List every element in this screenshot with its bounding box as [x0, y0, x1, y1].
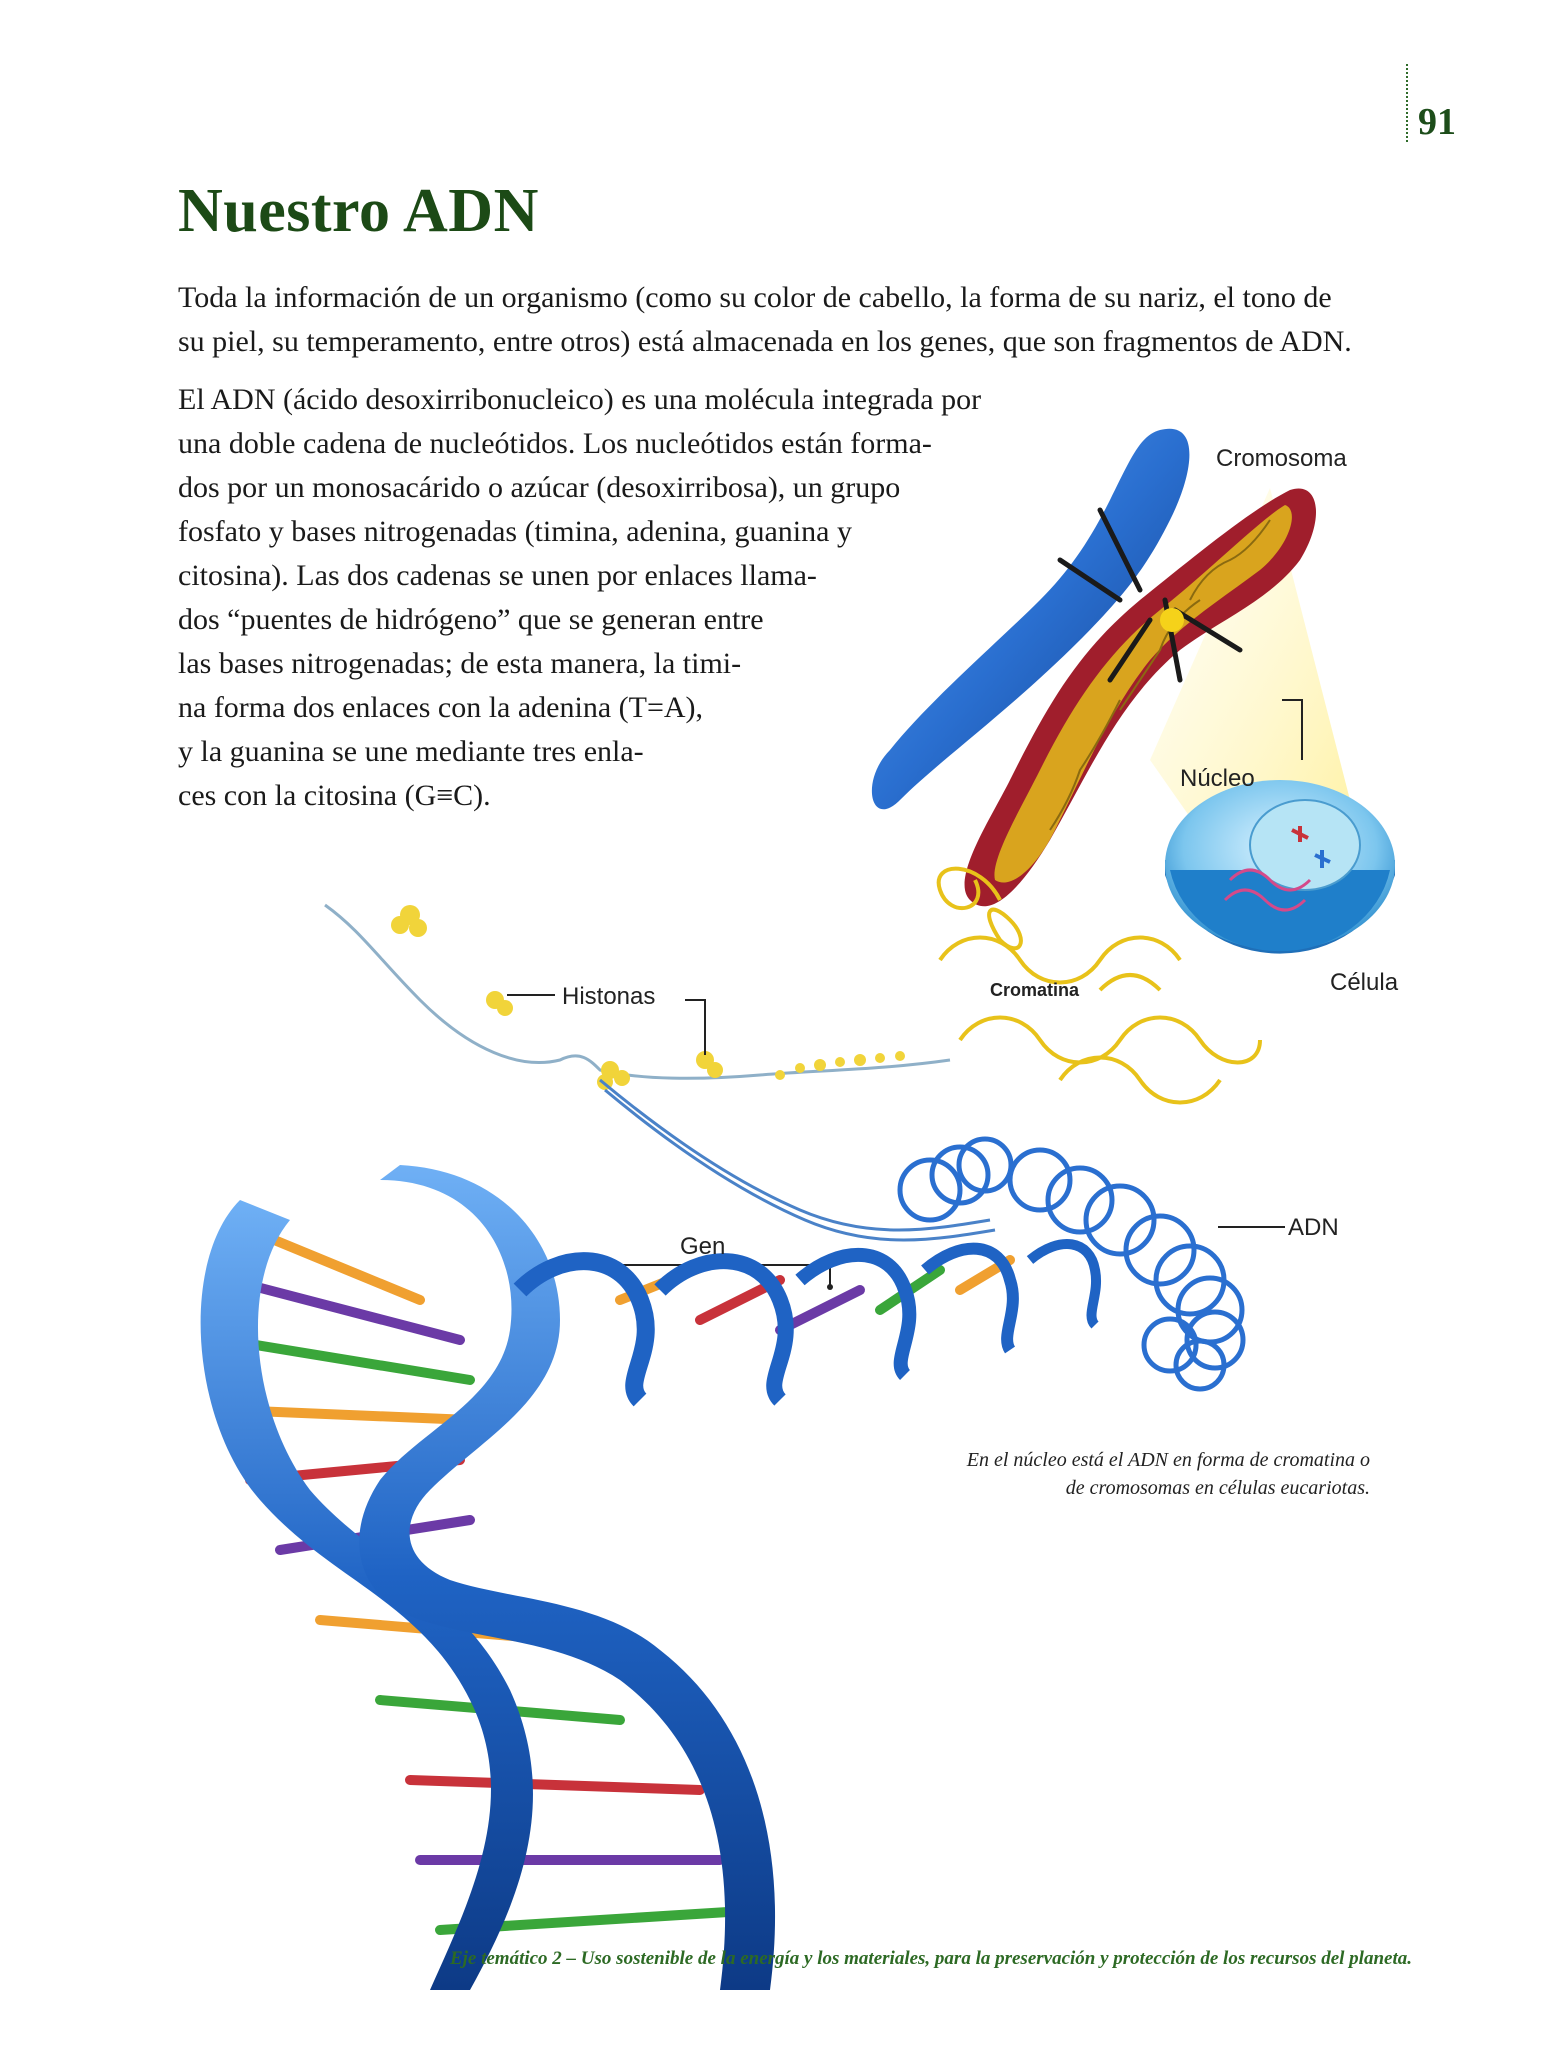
body-line: una doble cadena de nucleótidos. Los nucleótidos están forma- — [178, 427, 932, 460]
label-cromosoma: Cromosoma — [1216, 445, 1347, 472]
body-line: y la guanina se une mediante tres enla- — [178, 735, 644, 768]
label-gen: Gen — [680, 1233, 726, 1260]
body-line: na forma dos enlaces con la adenina (T=A), — [178, 691, 704, 724]
intro-line: su piel, su temperamento, entre otros) está almacenada en los genes, que son fragmentos de ADN. — [178, 325, 1352, 358]
label-adn: ADN — [1288, 1214, 1339, 1241]
small-helix-coil — [900, 1139, 1243, 1389]
large-dna-helix — [201, 1165, 1096, 1990]
label-cromatina: Cromatina — [990, 980, 1080, 1000]
body-paragraph — [178, 378, 1078, 818]
body-line: El ADN (ácido desoxirribonucleico) es una molécula integrada por — [178, 383, 982, 416]
page-title: Nuestro ADN — [178, 177, 539, 245]
page-footer: Eje temático 2 – Uso sostenible de la energía y los materiales, para la preservación y protección de los recursos del planeta. — [449, 1948, 1412, 1969]
intro-line: Toda la información de un organismo (como su color de cabello, la forma de su nariz, el tono de — [178, 281, 1332, 314]
body-line: citosina). Las dos cadenas se unen por enlaces llama- — [178, 559, 817, 592]
gen-marker — [827, 1284, 833, 1290]
body-line: ces con la citosina (G≡C). — [178, 779, 491, 812]
label-nucleo: Núcleo — [1180, 765, 1255, 792]
label-histonas: Histonas — [562, 983, 656, 1010]
body-line: fosfato y bases nitrogenadas (timina, adenina, guanina y — [178, 515, 852, 548]
label-celula: Célula — [1330, 969, 1399, 996]
body-line: las bases nitrogenadas; de esta manera, la timi- — [178, 647, 742, 680]
body-line: dos “puentes de hidrógeno” que se generan entre — [178, 603, 764, 636]
page-number: 91 — [1418, 101, 1456, 143]
caption-line: de cromosomas en células eucariotas. — [1065, 1477, 1370, 1499]
histonas-bracket — [685, 1000, 705, 1055]
figure-caption — [870, 1446, 1370, 1502]
caption-line: En el núcleo está el ADN en forma de cromatina o — [966, 1449, 1370, 1471]
body-line: dos por un monosacárido o azúcar (desoxirribosa), un grupo — [178, 471, 901, 504]
cell-icon — [1165, 780, 1395, 954]
